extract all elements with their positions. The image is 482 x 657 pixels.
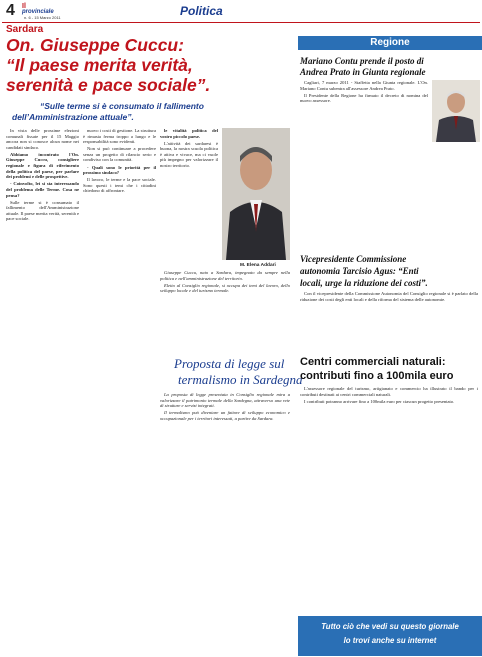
col3-p2: L'attività dei sardaresi è buona, la nostra scuola politica è attiva e vivace, ma ci vuole più impegno per valorizzare il nostro territorio. [160, 140, 218, 169]
sidebar-art3-title-1: Centri commerciali naturali: [300, 356, 446, 368]
col2-p4: Il lavoro, le terme e la pace sociale. Sono questi i temi che i cittadini chiedono di affrontare. [83, 177, 156, 194]
art1-p2: Il Presidente della Regione ha firmato il decreto di nomina del nuovo assessore. [300, 92, 428, 104]
col2-p2: Non si può continuare a procedere senza un progetto di rilancio serio e condiviso con la comunità. [83, 146, 156, 163]
proposal-title-2: termalismo in Sardegna [178, 372, 303, 387]
sidebar-art2-body [300, 291, 478, 349]
section-title: Politica [180, 4, 223, 18]
subhead-1: “Sulle terme si è consumato il fallimento [40, 101, 204, 111]
page-number: 4 [6, 2, 15, 19]
bio-p1: Giuseppe Cuccu, nato a Sardara, impegnato da sempre nella politica e nell'amministrazione del territorio. [160, 270, 290, 281]
proposal-p2: Il termalismo può diventare un fattore di sviluppo economico e occupazionale per i territori interessati, a partire da Sardara. [160, 410, 290, 421]
art3-p2: I contributi potranno arrivare fino a 100mila euro per ciascun progetto presentato. [304, 398, 455, 404]
col1-p2: Abbiamo incontrato l'On. Giuseppe Cuccu, consigliere regionale e figura di riferimento della politica del paese, per parlare dei problemi e delle prospettive. [6, 151, 79, 180]
art1-p1: Cagliari, 7 marzo 2011 - Staffetta nella Giunta regionale. L'On. Mariano Contu subentra all'assessore Andrea Prato. [300, 80, 428, 91]
art3-p1: L'assessore regionale del turismo, artigianato e commercio ha illustrato il bando per i contributi destinati ai centri commerciali naturali. [300, 386, 478, 397]
col2-p3: - Quali sono le priorità per il prossimo sindaco? [83, 164, 156, 176]
col2-p1: nuovo i costi di gestione. La struttura è rimasta ferma troppo a lungo e le responsabilità sono evidenti. [83, 128, 156, 145]
sidebar-art2-title-2: autonomia Tarcisio Agus: “Enti [300, 266, 419, 276]
proposal-title-1: Proposta di legge sul [174, 356, 285, 371]
art2-p1: Con il vicepresidente della Commissione Autonomia del Consiglio regionale si è parlato della riduzione dei costi degli enti locali e della riforma del sistema delle autonomie. [300, 291, 478, 302]
col3-p1: le vitalità politica del vostro piccolo paese. [160, 128, 218, 139]
bio-p2: Eletto al Consiglio regionale, si occupa dei temi del lavoro, dello sviluppo locale e del turismo termale. [160, 282, 290, 294]
sidebar-art3-title-2: contributi fino a 100mila euro [300, 370, 454, 382]
logo-line2: provinciale [22, 9, 54, 15]
sidebar-art3-body [300, 386, 478, 612]
article-column-1 [6, 128, 79, 650]
sidebar-art1-title-1: Mariano Contu prende il posto di [300, 56, 424, 66]
col1-p4: Sulle terme si è consumato il fallimento dell'Amministrazione attuale. Il paese merita verità, serenità e pace sociale. [6, 199, 79, 222]
header-rule [2, 22, 480, 23]
photo-caption: M. Elena Addari [240, 263, 276, 268]
sidebar-art2-title-3: locali, urge la riduzione dei costi”. [300, 278, 428, 288]
proposal-body [160, 392, 290, 652]
regione-title: Regione [370, 37, 410, 48]
portrait-photo [222, 128, 290, 260]
bio-box [160, 270, 290, 350]
person-photo-icon [222, 128, 290, 260]
person-photo-icon [432, 80, 480, 142]
sidebar-art1-body [300, 80, 428, 158]
headline-2: “Il paese merita verità, [6, 55, 193, 75]
contu-photo [432, 80, 480, 142]
headline-3: serenità e pace sociale”. [6, 75, 211, 95]
article-column-2 [83, 128, 156, 650]
logo-line1: Il [22, 3, 26, 10]
footer-line-2: lo trovi anche su internet [343, 636, 437, 645]
col1-p3: - Coinvolto, lei si sta interessando del problema delle Terme. Cosa ne pensa? [6, 181, 79, 198]
issue-date: n. 6 - 15 Marzo 2011 [24, 15, 61, 20]
sidebar-art2-title-1: Vicepresidente Commissione [300, 254, 407, 264]
col1-p1: In vista delle prossime elezioni comunali fissate per il 15 Maggio ancora non si conosce alcun nome nei candidati sindaco. [6, 128, 79, 150]
article-column-3 [160, 128, 218, 266]
sidebar-art1-title-2: Andrea Prato in Giunta regionale [300, 67, 426, 77]
subhead-2: dell’Amministrazione attuale”. [12, 112, 134, 122]
headline-1: On. Giuseppe Cuccu: [6, 35, 184, 55]
proposal-p1: La proposta di legge presentata in Consiglio regionale mira a valorizzare il patrimonio termale della Sardegna, attraverso una rete di strutture e servizi integrati. [160, 392, 290, 409]
footer-line-1: Tutto ciò che vedi su questo giornale [321, 622, 459, 631]
kicker: Sardara [6, 24, 44, 35]
